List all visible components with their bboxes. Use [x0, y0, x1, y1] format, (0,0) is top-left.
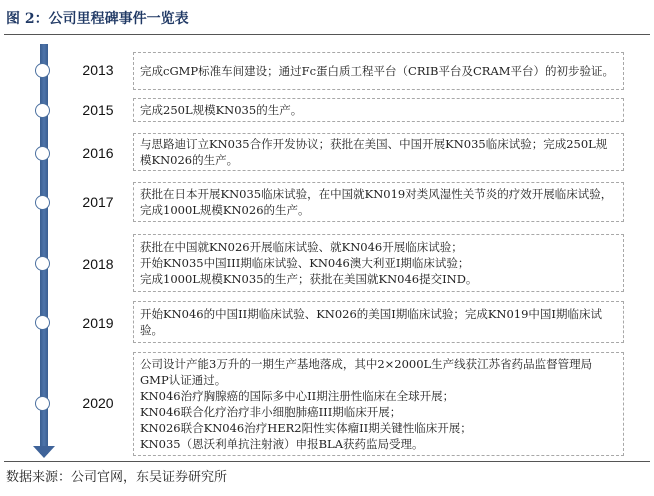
timeline-event-text: 与思路迪订立KN035合作开发协议；获批在美国、中国开展KN035临床试验；完成250L规模KN026的生产。 — [140, 137, 608, 167]
timeline-dot — [35, 256, 50, 271]
timeline-event-box — [133, 182, 624, 222]
timeline-dot — [35, 63, 50, 78]
timeline-event-text: 完成cGMP标准车间建设；通过Fc蛋白质工程平台（CRIB平台及CRAM平台）的初步验证。 — [140, 64, 615, 78]
timeline-event-text: 获批在中国就KN026开展临床试验、就KN046开展临床试验； 开始KN035中国III期临床试验、KN046澳大利亚I期临床试验； 完成1000L规模KN035的生产；获批在美国就KN046提交IND。 — [140, 240, 478, 286]
timeline-event-text: 公司设计产能3万升的一期生产基地落成，其中2×2000L生产线获江苏省药品监督管理局GMP认证通过。 KN046治疗胸腺癌的国际多中心II期注册性临床在全球开展； KN046联合化疗治疗非小细胞肺癌III期临床开展； KN026联合KN046治疗HER2阳性实体瘤II期关键性临床开展； KN035（恩沃利单抗注射液）申报BLA获药监局受理。 — [140, 357, 593, 451]
bottom-divider — [4, 461, 650, 462]
timeline-event-box — [133, 52, 624, 90]
timeline-dot — [35, 315, 50, 330]
top-divider — [4, 34, 650, 35]
timeline-dot — [35, 146, 50, 161]
timeline-event-text: 获批在日本开展KN035临床试验，在中国就KN019对类风湿性关节炎的疗效开展临床试验，完成1000L规模KN026的生产。 — [140, 187, 613, 217]
timeline-event-text: 完成250L规模KN035的生产。 — [140, 103, 303, 117]
timeline-year: 2013 — [82, 62, 114, 78]
source-note: 数据来源：公司官网，东吴证券研究所 — [6, 470, 228, 485]
timeline-dot — [35, 396, 50, 411]
timeline-event-text: 开始KN046的中国II期临床试验、KN026的美国I期临床试验；完成KN019中国I期临床试验。 — [140, 307, 602, 337]
timeline-year: 2018 — [82, 256, 114, 272]
timeline-dot — [35, 195, 50, 210]
timeline-event-box — [133, 234, 624, 292]
figure-title: 图 2：公司里程碑事件一览表 — [6, 11, 189, 27]
timeline-dot — [35, 103, 50, 118]
timeline-year: 2020 — [82, 395, 114, 411]
timeline-year: 2019 — [82, 315, 114, 331]
timeline-year: 2015 — [82, 102, 114, 118]
timeline-arrow-icon — [33, 446, 55, 458]
timeline-event-box — [133, 352, 624, 456]
timeline-event-box — [133, 133, 624, 171]
timeline-event-box — [133, 301, 624, 343]
timeline-year: 2016 — [82, 145, 114, 161]
timeline-year: 2017 — [82, 194, 114, 210]
timeline-event-box — [133, 98, 624, 122]
